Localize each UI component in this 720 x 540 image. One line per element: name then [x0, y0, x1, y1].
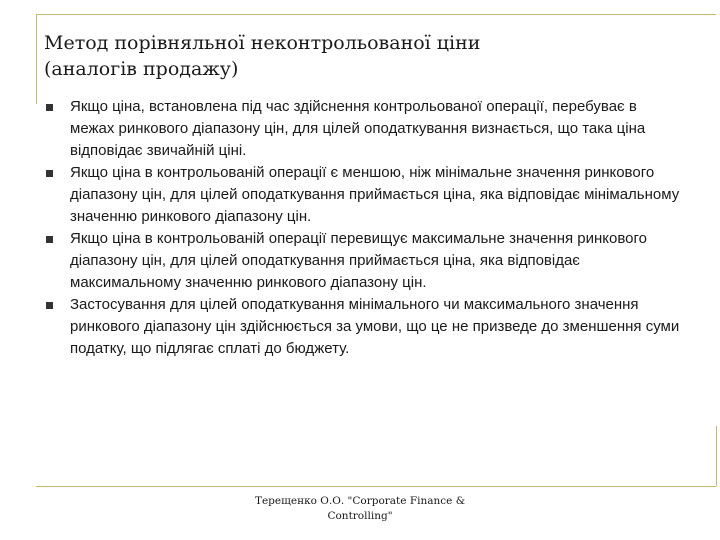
bullet-item — [44, 96, 684, 162]
square-bullet-icon — [46, 104, 53, 111]
top-border-line — [36, 14, 716, 15]
bullet-text: Якщо ціна в контрольованій операції перевищує максимальне значення ринкового діапазону цін, для цілей оподаткування приймається ціна, яка відповідає максимальному значенню ринкового діапазону цін. — [70, 230, 647, 291]
slide-title-line-2: (аналогів продажу) — [44, 58, 239, 80]
square-bullet-icon — [46, 236, 53, 243]
slide-title-line-1: Метод порівняльної неконтрольованої ціни — [44, 32, 481, 54]
square-bullet-icon — [46, 170, 53, 177]
bullet-item — [44, 162, 684, 228]
right-border-line — [716, 426, 717, 486]
slide-title — [44, 30, 684, 82]
bullet-list — [44, 96, 684, 360]
square-bullet-icon — [46, 302, 53, 309]
bottom-border-line — [36, 486, 716, 487]
slide-footer — [240, 494, 480, 524]
bullet-text: Якщо ціна в контрольованій операції є меншою, ніж мінімальне значення ринкового діапазону цін, для цілей оподаткування приймається ціна, яка відповідає мінімальному значенню ринкового діапазону цін. — [70, 164, 680, 225]
left-border-line — [36, 14, 37, 104]
bullet-item — [44, 294, 684, 360]
bullet-item — [44, 228, 684, 294]
bullet-text: Застосування для цілей оподаткування мінімального чи максимального значення ринкового діапазону цін здійснюється за умови, що це не призведе до зменшення суми податку, що підлягає сплаті до бюджету. — [70, 296, 680, 357]
footer-line-1: Терещенко О.О. "Corporate Finance & — [254, 495, 466, 507]
footer-line-2: Controlling" — [327, 510, 393, 522]
bullet-text: Якщо ціна, встановлена під час здійснення контрольованої операції, перебуває в межах ринкового діапазону цін, для цілей оподаткування визнається, що така ціна відповідає звичайній ціні. — [70, 98, 646, 159]
